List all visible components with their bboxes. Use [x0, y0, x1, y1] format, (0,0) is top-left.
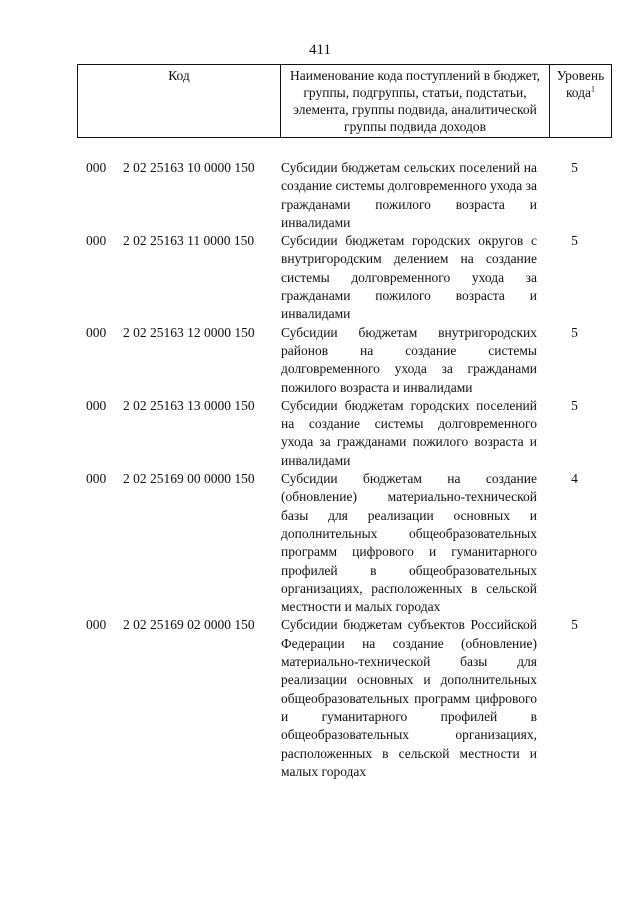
- code-level: 5: [571, 233, 578, 249]
- revenue-code: 2 02 25169 00 0000 150: [123, 471, 255, 487]
- table-row: [77, 470, 612, 616]
- page-number: 411: [309, 42, 331, 58]
- table-header: [77, 64, 612, 138]
- admin-code: 000: [86, 471, 107, 487]
- revenue-code: 2 02 25163 13 0000 150: [123, 397, 255, 413]
- header-code: Код: [78, 65, 281, 138]
- revenue-name: Субсидии бюджетам на создание (обновление) материально-технической базы для реализации основных и дополнительных общеобразовательных программ цифрового и гуманитарного профилей в общеобразовательных организациях, расположенных в сельской местности и малых городах: [281, 471, 537, 615]
- revenue-code: 2 02 25163 11 0000 150: [123, 233, 255, 249]
- code-level: 5: [571, 324, 578, 340]
- header-name: Наименование кода поступлений в бюджет, группы, подгруппы, статьи, подстатьи, элемента, группы подвида, аналитической группы подвида доходов: [281, 65, 550, 138]
- header-level: [550, 65, 612, 138]
- code-level: 5: [571, 397, 578, 413]
- revenue-code: 2 02 25163 12 0000 150: [123, 324, 255, 340]
- header-level-label: Уровень кода: [556, 68, 605, 100]
- code-level: 5: [571, 160, 578, 175]
- header-row: [78, 65, 612, 138]
- footnote-marker: 1: [591, 84, 596, 94]
- revenue-name: Субсидии бюджетам сельских поселений на создание системы долговременного ухода за гражданами пожилого возраста и инвалидами: [281, 160, 537, 230]
- table-row: [77, 616, 612, 781]
- admin-code: 000: [86, 160, 107, 175]
- revenue-code: 2 02 25169 02 0000 150: [123, 617, 255, 633]
- table-row: [77, 324, 612, 397]
- code-level: 5: [571, 617, 578, 633]
- revenue-name: Субсидии бюджетам субъектов Российской Федерации на создание (обновление) материально-технической базы для реализации основных и дополнительных общеобразовательных программ цифрового и гуманитарного профилей в общеобразовательных организациях, расположенных в сельской местности и малых городах: [281, 617, 537, 779]
- revenue-name: Субсидии бюджетам городских округов с внутригородским делением на создание системы долговременного ухода за гражданами пожилого возраста и инвалидами: [281, 233, 537, 322]
- table-row: [77, 159, 612, 232]
- revenue-name: Субсидии бюджетам городских поселений на создание системы долговременного ухода за гражданами пожилого возраста и инвалидами: [281, 397, 537, 468]
- admin-code: 000: [86, 617, 107, 633]
- admin-code: 000: [86, 233, 107, 249]
- revenue-name: Субсидии бюджетам внутригородских районов на создание системы долговременного ухода за гражданами пожилого возраста и инвалидами: [281, 324, 537, 395]
- admin-code: 000: [86, 397, 107, 413]
- revenue-code: 2 02 25163 10 0000 150: [123, 160, 255, 175]
- code-level: 4: [571, 471, 578, 487]
- table-row: [77, 232, 612, 323]
- admin-code: 000: [86, 324, 107, 340]
- table-row: [77, 397, 612, 470]
- table-body: [77, 159, 612, 781]
